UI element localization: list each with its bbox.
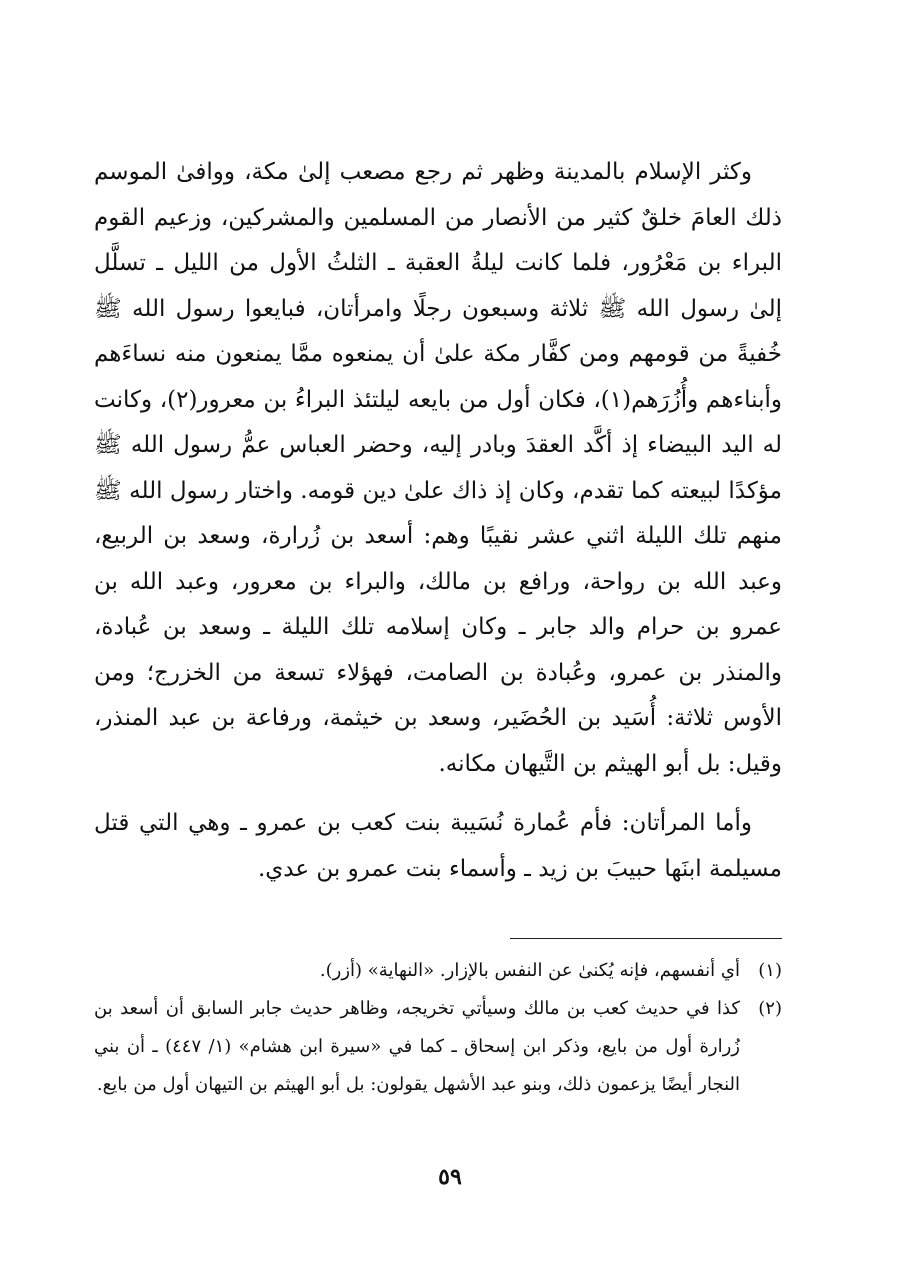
footnotes bbox=[94, 952, 782, 1104]
paragraph-1: وكثر الإسلام بالمدينة وظهر ثم رجع مصعب إلىٰ مكة، ووافىٰ الموسم ذلك العامَ خلقٌ كثير من الأنصار من المسلمين والمشركين، وزعيم القوم البراء بن مَعْرُور، فلما كانت ليلةُ العقبة ـ الثلثُ الأول من الليل ـ تسلَّل إلىٰ رسول الله ﷺ ثلاثة وسبعون رجلًا وامرأتان، فبايعوا رسول الله ﷺ خُفيةً من قومهم ومن كفَّار مكة علىٰ أن يمنعوه ممَّا يمنعون منه نساءَهم وأبناءهم وأُزُرَهم(١)، فكان أول من بايعه ليلتئذ البراءُ بن معرور(٢)، وكانت له اليد البيضاء إذ أكَّد العقدَ وبادر إليه، وحضر العباس عمُّ رسول الله ﷺ مؤكدًا لبيعته كما تقدم، وكان إذ ذاك علىٰ دين قومه. واختار رسول الله ﷺ منهم تلك الليلة اثني عشر نقيبًا وهم: أسعد بن زُرارة، وسعد بن الربيع، وعبد الله بن رواحة، ورافع بن مالك، والبراء بن معرور، وعبد الله بن عمرو بن حرام والد جابر ـ وكان إسلامه تلك الليلة ـ وسعد بن عُبادة، والمنذر بن عمرو، وعُبادة بن الصامت، فهؤلاء تسعة من الخزرج؛ ومن الأوس ثلاثة: أُسَيد بن الحُضَير، وسعد بن خيثمة، ورفاعة بن عبد المنذر، وقيل: بل أبو الهيثم بن التَّيهان مكانه. bbox=[94, 159, 783, 777]
footnote-1 bbox=[94, 952, 782, 990]
footnote-2 bbox=[94, 990, 782, 1104]
main-text bbox=[94, 150, 782, 906]
footnote-number: (١) bbox=[758, 960, 782, 981]
page-number: ٥٩ bbox=[438, 1164, 462, 1190]
footnote-number: (٢) bbox=[758, 998, 782, 1019]
footnote-text: أي أنفسهم، فإنه يُكنىٰ عن النفس بالإزار. «النهاية» (أزر). bbox=[319, 960, 740, 981]
footnote-separator bbox=[510, 938, 782, 939]
paragraph-2: وأما المرأتان: فأم عُمارة نُسَيبة بنت كعب بن عمرو ـ وهي التي قتل مسيلمة ابنَها حبيبَ بن زيد ـ وأسماء بنت عمرو بن عدي. bbox=[94, 810, 782, 882]
footnote-text: كذا في حديث كعب بن مالك وسيأتي تخريجه، وظاهر حديث جابر السابق أن أسعد بن زُرارة أول من بايع، وذكر ابن إسحاق ـ كما في «سيرة ابن هشام» (١/ ٤٤٧) ـ أن بني النجار أيضًا يزعمون ذلك، وبنو عبد الأشهل يقولون: بل أبو الهيثم بن التيهان أول من بايع. bbox=[94, 998, 740, 1095]
